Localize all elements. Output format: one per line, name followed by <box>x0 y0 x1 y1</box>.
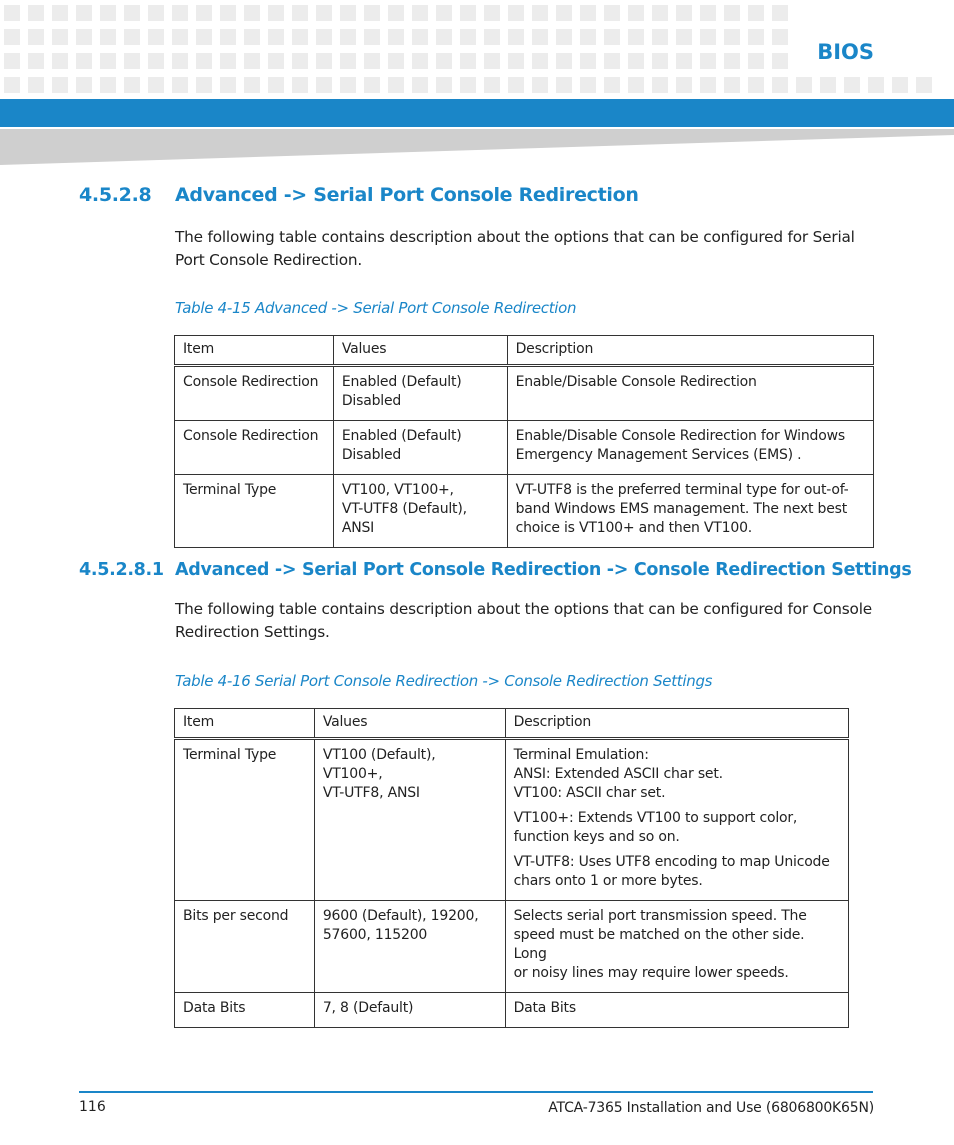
paragraph-line: The following table contains description about the options that can be configured for Serial <box>175 228 855 246</box>
header-tile <box>580 53 596 69</box>
value-line: 57600, 115200 <box>322 927 428 943</box>
table-row <box>175 366 874 421</box>
header-tile <box>892 77 908 93</box>
header-tile <box>436 77 452 93</box>
header-tile <box>268 5 284 21</box>
header-tile <box>76 77 92 93</box>
description-line: band Windows EMS management. The next best <box>515 501 847 517</box>
header-tile <box>340 77 356 93</box>
header-tile <box>148 5 164 21</box>
header-tile <box>724 5 740 21</box>
values-cell <box>333 421 507 475</box>
value-line: Enabled (Default) <box>341 374 462 390</box>
value-line: ANSI <box>341 520 375 536</box>
value-line: 9600 (Default), 19200, <box>322 908 479 924</box>
header-tile <box>724 77 740 93</box>
description-cell <box>507 421 873 475</box>
values-cell <box>333 475 507 548</box>
header-tile <box>604 77 620 93</box>
header-tile <box>508 77 524 93</box>
header-tile <box>724 29 740 45</box>
column-header: Item <box>175 709 315 739</box>
header-tile <box>364 77 380 93</box>
description-line: VT100: ASCII char set. <box>513 785 666 801</box>
header-tile <box>748 29 764 45</box>
header-tile <box>484 53 500 69</box>
column-header: Description <box>507 336 873 366</box>
header-tile <box>28 5 44 21</box>
header-tile <box>460 77 476 93</box>
header-tile <box>532 5 548 21</box>
description-cell <box>505 901 848 993</box>
header-tile <box>844 77 860 93</box>
description-line: Enable/Disable Console Redirection <box>515 374 757 390</box>
header-tile <box>76 53 92 69</box>
header-tile <box>124 53 140 69</box>
values-cell <box>333 366 507 421</box>
subsection-title: Advanced -> Serial Port Console Redirection -> Console Redirection Settings <box>175 560 912 580</box>
table-header-row <box>175 709 849 739</box>
header-tile <box>292 53 308 69</box>
header-tile <box>52 29 68 45</box>
header-tile <box>532 29 548 45</box>
header-tile <box>700 77 716 93</box>
header-tile <box>748 77 764 93</box>
header-tile <box>220 77 236 93</box>
header-tile <box>100 53 116 69</box>
header-tile <box>748 5 764 21</box>
table-header-row <box>175 336 874 366</box>
header-tile <box>460 29 476 45</box>
header-tile <box>508 29 524 45</box>
header-tile <box>244 5 260 21</box>
header-tile <box>532 53 548 69</box>
header-tile <box>772 5 788 21</box>
header-tile <box>652 77 668 93</box>
header-tile <box>772 77 788 93</box>
header-tile <box>292 5 308 21</box>
header-tile <box>436 5 452 21</box>
column-header: Values <box>314 709 505 739</box>
header-tile <box>628 5 644 21</box>
header-tile <box>724 53 740 69</box>
item-cell: Console Redirection <box>175 421 334 475</box>
header-tile <box>412 77 428 93</box>
table-row <box>175 901 849 993</box>
header-tile <box>676 53 692 69</box>
header-tile <box>340 5 356 21</box>
header-tile <box>604 53 620 69</box>
value-line: Enabled (Default) <box>341 428 462 444</box>
header-tile <box>820 77 836 93</box>
header-tile <box>172 29 188 45</box>
header-tile <box>508 5 524 21</box>
header-tile <box>388 77 404 93</box>
header-tile <box>460 5 476 21</box>
item-cell: Console Redirection <box>175 366 334 421</box>
header-tile <box>748 53 764 69</box>
description-line: Data Bits <box>513 1000 576 1016</box>
table-caption: Table 4-16 Serial Port Console Redirection -> Console Redirection Settings <box>175 672 713 690</box>
header-tile <box>676 29 692 45</box>
header-tile <box>316 5 332 21</box>
header-tile <box>700 29 716 45</box>
header-tile <box>292 29 308 45</box>
options-table <box>174 335 874 548</box>
header-tile <box>676 5 692 21</box>
intro-paragraph <box>175 598 875 644</box>
header-tile <box>652 5 668 21</box>
description-line: Terminal Emulation: <box>513 747 649 763</box>
header-tile <box>196 77 212 93</box>
description-line: function keys and so on. <box>513 829 680 845</box>
header-tile <box>532 77 548 93</box>
header-tile <box>796 77 812 93</box>
intro-paragraph <box>175 226 875 272</box>
value-line: Disabled <box>341 447 402 463</box>
item-cell: Terminal Type <box>175 475 334 548</box>
header-tile <box>172 77 188 93</box>
header-grey-wedge <box>0 129 954 165</box>
subsection-heading <box>79 560 912 580</box>
header-tile <box>268 29 284 45</box>
value-line: VT100 (Default), VT100+, <box>322 747 436 782</box>
value-line: VT-UTF8, ANSI <box>322 785 420 801</box>
header-tile <box>148 77 164 93</box>
header-tile <box>772 29 788 45</box>
section-title: Advanced -> Serial Port Console Redirection <box>175 184 639 206</box>
header-tile <box>484 77 500 93</box>
section-heading <box>79 184 639 206</box>
header-tile <box>676 77 692 93</box>
values-cell <box>314 993 505 1028</box>
header-tile <box>364 29 380 45</box>
header-tile <box>148 53 164 69</box>
description-line: VT100+: Extends VT100 to support color, <box>513 810 798 826</box>
header-tile <box>628 77 644 93</box>
header-tile <box>196 53 212 69</box>
header-tile <box>436 53 452 69</box>
header-tile <box>388 53 404 69</box>
header-tile <box>220 29 236 45</box>
header-tile <box>580 5 596 21</box>
header-tile <box>172 5 188 21</box>
description-line: Emergency Management Services (EMS) . <box>515 447 802 463</box>
header-tile <box>484 5 500 21</box>
values-cell <box>314 739 505 901</box>
header-tile <box>868 77 884 93</box>
header-tile <box>556 29 572 45</box>
header-tile <box>196 5 212 21</box>
column-header: Item <box>175 336 334 366</box>
description-line: VT-UTF8 is the preferred terminal type for out-of- <box>515 482 849 498</box>
value-line: 7, 8 (Default) <box>322 1000 414 1016</box>
header-tile <box>436 29 452 45</box>
table-row <box>175 421 874 475</box>
header-tile <box>580 77 596 93</box>
column-header: Description <box>505 709 848 739</box>
header-tile <box>388 29 404 45</box>
table-caption: Table 4-15 Advanced -> Serial Port Console Redirection <box>175 299 577 317</box>
document-title: ATCA-7365 Installation and Use (6806800K65N) <box>548 1100 874 1116</box>
header-tile <box>52 5 68 21</box>
header-tile <box>220 53 236 69</box>
item-cell: Terminal Type <box>175 739 315 901</box>
header-tile <box>316 77 332 93</box>
header-tile <box>508 53 524 69</box>
header-tile <box>28 29 44 45</box>
description-line: ANSI: Extended ASCII char set. <box>513 766 723 782</box>
item-cell: Data Bits <box>175 993 315 1028</box>
description-line: or noisy lines may require lower speeds. <box>513 965 789 981</box>
header-tile <box>412 5 428 21</box>
header-tile <box>220 5 236 21</box>
header-tile <box>628 53 644 69</box>
header-tile <box>124 29 140 45</box>
header-tile <box>700 53 716 69</box>
header-tile <box>244 29 260 45</box>
paragraph-line: The following table contains description about the options that can be configured for Console <box>175 600 872 618</box>
header-tile <box>604 5 620 21</box>
header-tile <box>172 53 188 69</box>
header-tile <box>580 29 596 45</box>
column-header: Values <box>333 336 507 366</box>
header-tile <box>28 53 44 69</box>
paragraph-line: Redirection Settings. <box>175 623 330 641</box>
header-tile <box>268 53 284 69</box>
chapter-label: BIOS <box>817 40 874 64</box>
header-tile <box>100 29 116 45</box>
header-tile <box>364 53 380 69</box>
description-line: VT-UTF8: Uses UTF8 encoding to map Unicode <box>513 854 830 870</box>
value-line: Disabled <box>341 393 402 409</box>
header-tile <box>52 53 68 69</box>
values-cell <box>314 901 505 993</box>
table-row <box>175 993 849 1028</box>
page-number: 116 <box>79 1099 106 1115</box>
header-tile <box>268 77 284 93</box>
header-tile <box>916 77 932 93</box>
header-tile <box>556 77 572 93</box>
header-tile <box>364 5 380 21</box>
header-tile <box>76 29 92 45</box>
header-tile <box>460 53 476 69</box>
description-line: Selects serial port transmission speed. The <box>513 908 807 924</box>
header-tile <box>28 77 44 93</box>
header-tile <box>4 29 20 45</box>
description-cell <box>507 366 873 421</box>
header-tile <box>316 53 332 69</box>
description-line: chars onto 1 or more bytes. <box>513 873 703 889</box>
header-tile <box>316 29 332 45</box>
header-tile <box>628 29 644 45</box>
header-tile <box>292 77 308 93</box>
item-cell: Bits per second <box>175 901 315 993</box>
description-line: Enable/Disable Console Redirection for Windows <box>515 428 845 444</box>
header-tile <box>4 5 20 21</box>
header-tile <box>124 5 140 21</box>
paragraph-line: Port Console Redirection. <box>175 251 363 269</box>
header-tile <box>652 29 668 45</box>
subsection-number: 4.5.2.8.1 <box>79 560 164 580</box>
header-tile <box>100 5 116 21</box>
header-tile <box>652 53 668 69</box>
footer-rule <box>79 1091 873 1093</box>
description-cell <box>505 993 848 1028</box>
description-cell <box>507 475 873 548</box>
header-tile <box>340 53 356 69</box>
description-line: choice is VT100+ and then VT100. <box>515 520 753 536</box>
header-blue-bar <box>0 99 954 127</box>
header-tile <box>244 53 260 69</box>
header-tile <box>52 77 68 93</box>
header-tile <box>484 29 500 45</box>
header-tile <box>148 29 164 45</box>
header-tile <box>196 29 212 45</box>
header-tile <box>556 5 572 21</box>
options-table <box>174 708 849 1028</box>
header-tile <box>340 29 356 45</box>
description-line: speed must be matched on the other side. Long <box>513 927 805 962</box>
header-tile <box>4 77 20 93</box>
table-row <box>175 739 849 901</box>
header-tile <box>124 77 140 93</box>
header-tile <box>700 5 716 21</box>
header-tile <box>604 29 620 45</box>
header-tile <box>412 53 428 69</box>
table-row <box>175 475 874 548</box>
header-tile <box>100 77 116 93</box>
value-line: VT100, VT100+, <box>341 482 454 498</box>
description-cell <box>505 739 848 901</box>
header-tile <box>76 5 92 21</box>
header-tile <box>412 29 428 45</box>
header-tile <box>556 53 572 69</box>
header-tile <box>772 53 788 69</box>
section-number: 4.5.2.8 <box>79 184 152 206</box>
header-tile <box>244 77 260 93</box>
value-line: VT-UTF8 (Default), <box>341 501 467 517</box>
header-tile <box>388 5 404 21</box>
header-tile-pattern <box>0 0 954 98</box>
header-tile <box>4 53 20 69</box>
